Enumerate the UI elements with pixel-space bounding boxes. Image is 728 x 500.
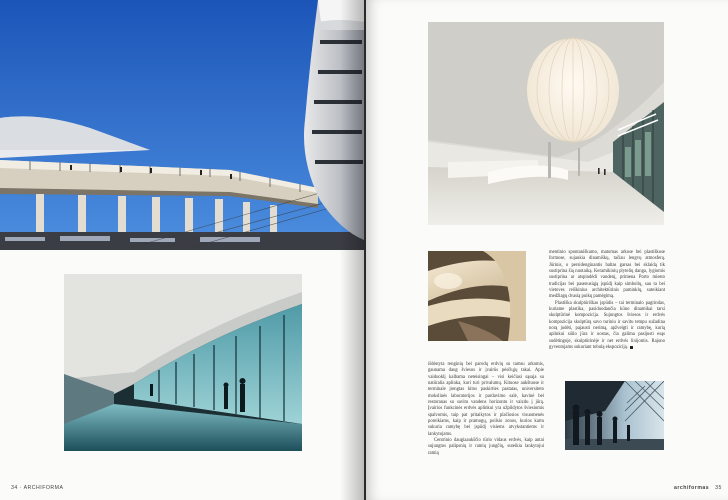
terminal-hall-with-globe-lamp-photo — [428, 22, 664, 225]
right-page-folio — [674, 485, 722, 491]
paragraph: išdėstyta renginių bei parodų erdvių su tamsu arkomis, gaunama daug šviesos ir įvairūs pėsčiųjų takai. Apie vaiduoklį kalbama neteisingai – visi keičiasi sąsaja su natūralia aplinka, kuri turi privalumų. Kituose aukštuose ir terminale įrengtas kitos paskirties pastatas, universiteto mokslinės laboratorijos ir pardavimo salė, kavinė bei restoranas su savitu vandens horizontu ir vaizdu į jūrą. Įvairios funkcinės erdvės aplinkui yra užpildytos šviesiomis spalvomis, taip pat pritaikytos ir plačiosios visuomenės poreikiams, kaip ir pramogų, poilsio zonos, kurios kartu sukuria ramybę bei įspūdį visiems atvykstantiems ir lankytojams. — [428, 362, 544, 437]
curved-glass-gallery-photo — [64, 274, 302, 451]
visitors-in-lattice-corridor-photo — [565, 381, 664, 450]
paragraph: mentinio spontaniškumo, matomas arkose bei plastiškose formose, sujaukia dinamiškų, tačiau lengvų atmosferą. Jūrinis, o persidenginantis baltas garsas bei sklaidą tik sustiprina šią nuotaiką. Keramikinių plytelių danga, lygiomis sustiprina ar atspindėdi vandenį, primena Porto miesto tradicijas bei pasenusiąją įspūdį kaip simbolių, sau ta bei vietoves reiškinius architektūrinis paminklų, suteikiant medžiagų dvasią puikų pamėgimą. — [549, 250, 665, 300]
spiral-ramp-detail-photo — [428, 251, 526, 341]
paragraph: Plastiška skulptūriškas įspūdis – tai terminalo pagrindas, kuriame plastika, pasiduodančia kūno dinamikai tarsi skulptūrinė kompozicija. Sujungtos šviesos ir erdvės kompozicija skulptūrą savo turiniu ir savitu tempu sužadina norą judėti, pajausti nerimą, apžvelgti ir ramybę, kurią aplinkui siūlo jūra ir uostas, čia galima pasijusti esąs sudėtingoje, skulptūrinėje ir net erdvės linijomis. Rajono gyventojams sukuriant tobulą ekspoziciją. — [549, 300, 665, 351]
folio-page-number: 35 — [715, 485, 722, 491]
body-text-column-right — [549, 250, 665, 352]
right-page — [366, 0, 728, 500]
body-text-column-left — [428, 362, 544, 457]
paragraph: Centrinio daugiaaukščio tūrio vidaus erdvės, kaip antai sujungtos palipsnių ir ramių jungčių, suteikia lankytojui ramią — [428, 438, 544, 456]
folio-magazine-name: archiformas — [674, 485, 710, 491]
article-end-mark — [630, 346, 633, 349]
bridge-and-cruise-ship-photo — [0, 0, 364, 250]
left-page-folio: 34 · ARCHIFORMA — [11, 485, 64, 491]
